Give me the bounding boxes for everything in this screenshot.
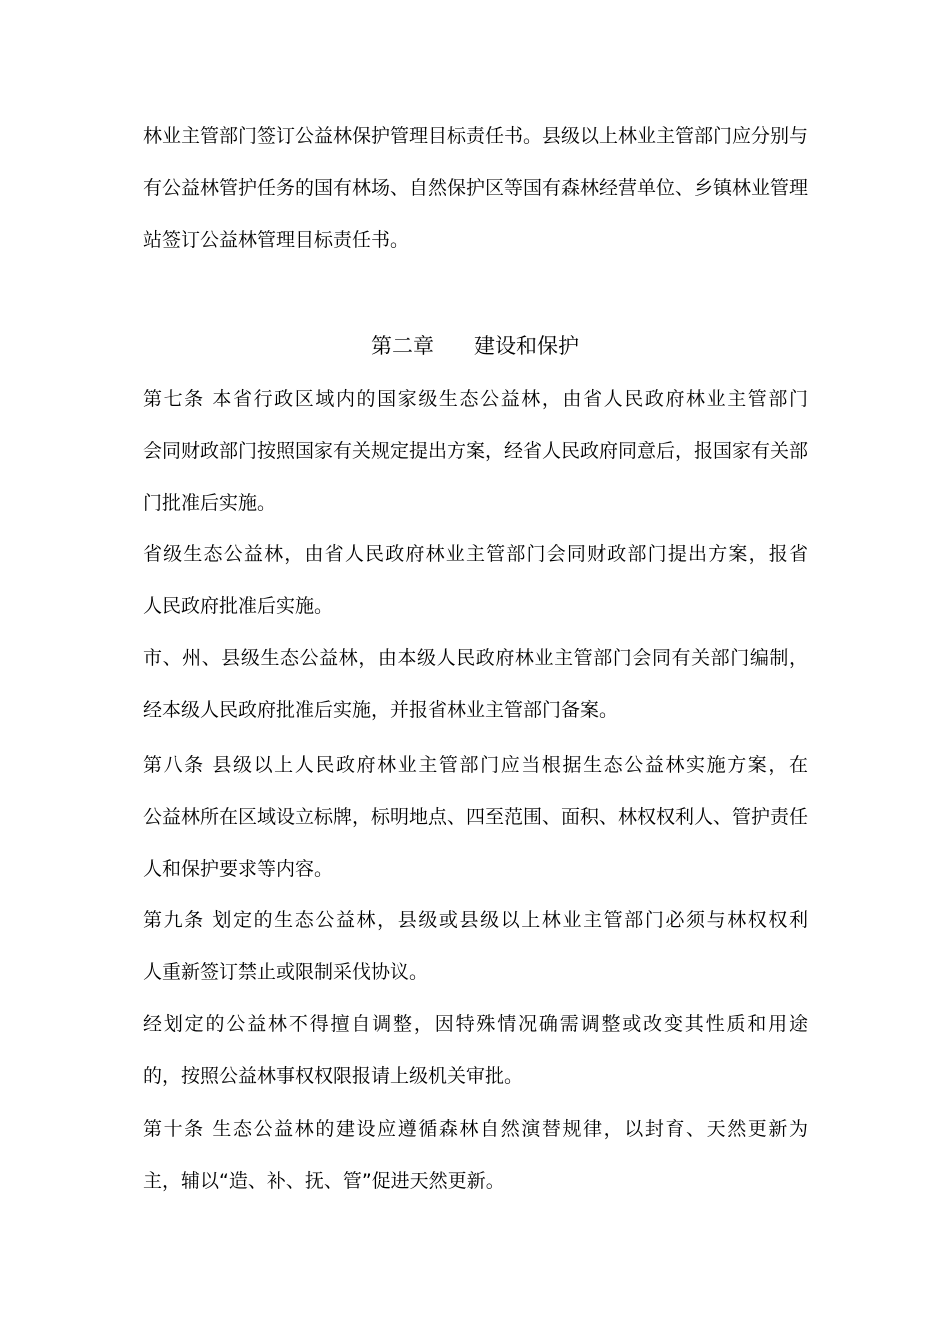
text-line: 省级生态公益林，由省人民政府林业主管部门会同财政部门提出方案，报省 [143,543,808,565]
provincial-forest-paragraph [143,528,808,632]
article-8-paragraph [143,739,808,895]
text-line: 的，按照公益林事权权限报请上级机关审批。 [143,1065,524,1087]
text-line: 公益林所在区域设立标牌，标明地点、四至范围、面积、林权权利人、管护责任 [143,806,808,828]
text-line: 人重新签订禁止或限制采伐协议。 [143,961,429,983]
text-line: 人民政府批准后实施。 [143,595,334,617]
text-line: 第十条 生态公益林的建设应遵循森林自然演替规律，以封育、天然更新为 [143,1118,808,1140]
text-line: 会同财政部门按照国家有关规定提出方案，经省人民政府同意后，报国家有关部 [143,440,808,462]
text-line: 门批准后实施。 [143,492,277,514]
text-line: 第八条 县级以上人民政府林业主管部门应当根据生态公益林实施方案，在 [143,754,808,776]
text-line: 第七条 本省行政区域内的国家级生态公益林，由省人民政府林业主管部门 [143,388,808,410]
article-10-paragraph [143,1103,808,1207]
text-line: 林业主管部门签订公益林保护管理目标责任书。县级以上林业主管部门应分别与 [143,125,808,147]
text-line: 经本级人民政府批准后实施，并报省林业主管部门备案。 [143,699,619,721]
text-line: 经划定的公益林不得擅自调整，因特殊情况确需调整或改变其性质和用途 [143,1013,808,1035]
article-7-paragraph [143,373,808,529]
chapter-heading: 第二章 建设和保护 [370,334,580,358]
text-line: 有公益林管护任务的国有林场、自然保护区等国有森林经营单位、乡镇林业管理 [143,177,808,199]
county-forest-paragraph [143,632,808,736]
adjustment-paragraph [143,998,808,1102]
text-line: 站签订公益林管理目标责任书。 [143,229,410,251]
text-line: 人和保护要求等内容。 [143,858,334,880]
text-line: 第九条 划定的生态公益林，县级或县级以上林业主管部门必须与林权权利 [143,909,808,931]
intro-paragraph [143,110,808,266]
article-9-paragraph [143,894,808,998]
text-line: 市、州、县级生态公益林，由本级人民政府林业主管部门会同有关部门编制， [143,647,808,669]
text-line: 主，辅以“造、补、抚、管”促进天然更新。 [143,1170,505,1192]
